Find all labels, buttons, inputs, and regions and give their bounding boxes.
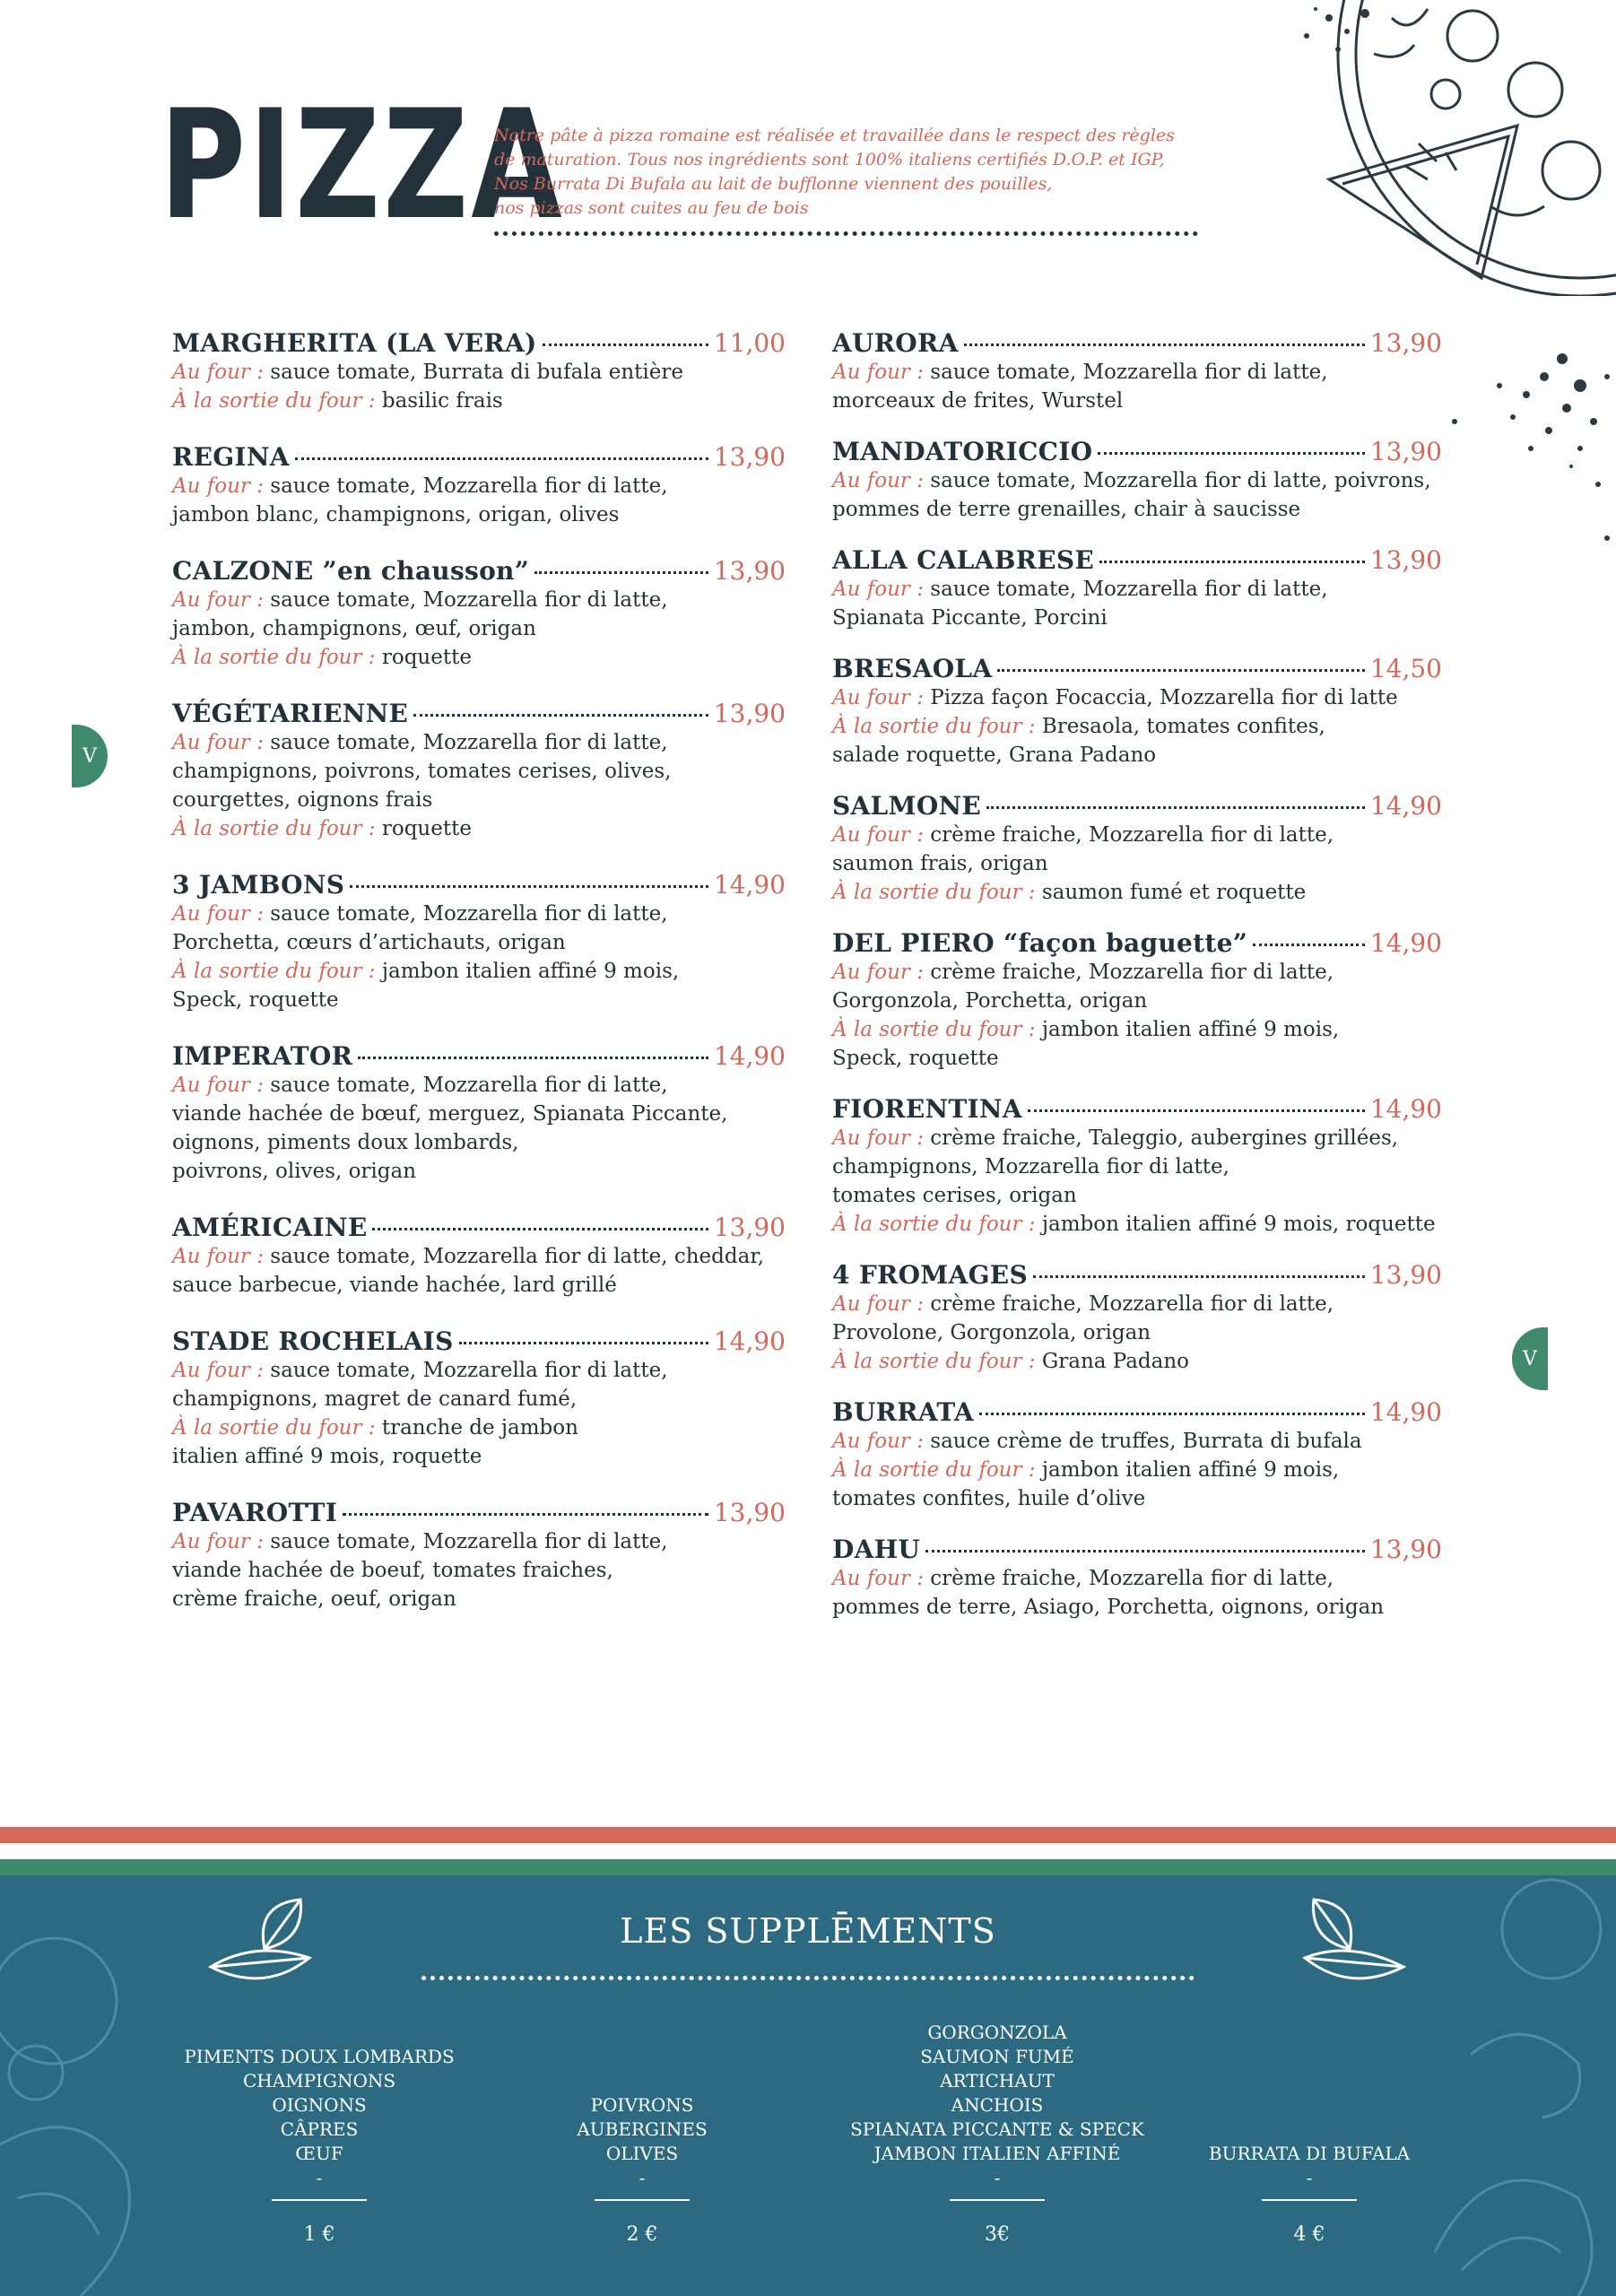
menu-item-description-line [172,387,786,415]
menu-item [832,437,1442,524]
menu-item-name: BURRATA [832,1397,974,1427]
dot-leader [413,714,708,717]
tricolor-band-red [0,1827,1616,1843]
supplement-item: ANCHOIS [951,2094,1044,2116]
spice-dots-decoration [1437,323,1616,556]
menu-item-description-line [172,928,786,957]
menu-item-description-line [832,1593,1442,1622]
ingredients-text: morceaux de frites, Wurstel [832,389,1124,413]
menu-item-name: AMÉRICAINE [172,1213,368,1242]
menu-item-description-line [832,958,1442,987]
menu-item [172,699,786,843]
ingredients-text: tomates cerises, origan [832,1184,1077,1207]
menu-item-header [172,870,786,900]
supplement-rule [1262,2199,1357,2201]
menu-item [172,870,786,1014]
menu-item-description-line [172,900,786,928]
ingredients-text: sauce tomate, Mozzarella fior di latte, poivrons, [923,469,1431,492]
ingredients-text: sauce tomate, Mozzarella fior di latte, [263,902,668,926]
intro-line: nos pizzas sont cuites au feu de bois [494,198,809,218]
menu-item-description-line [832,1318,1442,1347]
menu-item-name: REGINA [172,442,290,472]
ingredients-text: Grana Padano [1035,1350,1190,1373]
cooking-stage-label: Au four : [172,1074,264,1097]
menu-column-right [832,328,1442,1643]
menu-item-description-line [172,472,786,500]
dot-leader [372,1228,708,1231]
menu-item-name: MANDATORICCIO [832,437,1093,466]
dot-leader [358,1057,708,1059]
supplement-item: CÂPRES [280,2118,359,2140]
cooking-stage-label: À la sortie du four : [832,1018,1036,1041]
supplement-item: ŒUF [295,2143,343,2164]
ingredients-text: oignons, piments doux lombards, [172,1131,519,1154]
ingredients-text: tranche de jambon [375,1416,578,1439]
menu-item-price: 13,90 [1369,1260,1442,1290]
supplement-item: - [316,2167,323,2188]
ingredients-text: jambon italien affiné 9 mois, roquette [1035,1213,1436,1236]
cooking-stage-label: Au four : [172,474,264,498]
menu-item-description-line [832,1456,1442,1484]
menu-item-header [832,654,1442,683]
menu-item-description-line [832,604,1442,632]
dot-leader [1098,452,1364,455]
ingredients-text: jambon, champignons, œuf, origan [172,617,536,640]
menu-item-name: BRESAOLA [832,654,993,683]
menu-item-header [172,1041,786,1071]
cooking-stage-label: Au four : [832,361,924,384]
menu-item-price: 14,90 [1369,791,1442,821]
menu-item-price: 13,90 [713,1498,786,1527]
menu-item [172,1498,786,1613]
dot-leader [1253,944,1365,946]
menu-item-price: 14,50 [1369,654,1442,683]
ingredients-text: saumon frais, origan [832,852,1048,875]
pizza-sketch-illustration [1221,0,1616,296]
menu-item-header [832,328,1442,358]
menu-item-price: 13,90 [713,699,786,728]
menu-item [832,1397,1442,1513]
cooking-stage-label: À la sortie du four : [172,960,376,983]
ingredients-text: Provolone, Gorgonzola, origan [832,1321,1151,1344]
menu-item-name: DAHU [832,1535,921,1564]
ingredients-text: Pizza façon Focaccia, Mozzarella fior di latte [923,686,1398,709]
vegetarian-badge: V [72,725,108,787]
menu-item-description-line [172,786,786,814]
menu-item [172,328,786,415]
menu-item-price: 13,90 [713,442,786,472]
menu-item-price: 14,90 [713,1326,786,1356]
menu-item-header [832,1260,1442,1290]
menu-item [832,928,1442,1073]
intro-divider [494,231,1198,236]
menu-item-description-line [832,1427,1442,1456]
menu-item-price: 14,90 [713,870,786,900]
ingredients-text: sauce tomate, Mozzarella fior di latte, [263,1074,668,1097]
menu-item-description-line [832,741,1442,770]
ingredients-text: sauce tomate, Mozzarella fior di latte, [263,588,668,612]
menu-item [172,556,786,672]
supplements-section [0,1875,1616,2296]
vegetarian-badge: V [1512,1327,1548,1390]
dot-leader [343,1513,708,1516]
cooking-stage-label: À la sortie du four : [832,1350,1036,1373]
dot-leader [350,885,708,888]
supplement-price: 2 € [626,2223,658,2246]
menu-item-price: 13,90 [1369,545,1442,575]
supplement-item: POIVRONS [590,2094,694,2116]
ingredients-text: italien affiné 9 mois, roquette [172,1445,482,1468]
supplement-group [158,2045,481,2247]
menu-item-description-line [832,495,1442,524]
menu-item-description-line [832,1210,1442,1239]
menu-item-name: 3 JAMBONS [172,870,345,900]
menu-item-description-line [172,1071,786,1100]
cooking-stage-label: Au four : [172,1530,264,1553]
intro-line: Notre pâte à pizza romaine est réalisée et travaillée dans le respect des règles [494,126,1175,145]
ingredients-text: courgettes, oignons frais [172,788,433,812]
ingredients-text: Bresaola, tomates confites, [1035,715,1325,738]
ingredients-text: Speck, roquette [832,1047,999,1070]
supplement-item: PIMENTS DOUX LOMBARDS [184,2046,455,2067]
ingredients-text: pommes de terre, Asiago, Porchetta, oignons, origan [832,1596,1385,1619]
menu-item-header [832,1535,1442,1564]
dot-leader [295,457,708,460]
ingredients-text: saumon fumé et roquette [1035,881,1307,904]
menu-item-description-line [172,1585,786,1613]
menu-item-price: 13,90 [1369,328,1442,358]
menu-item-header [832,545,1442,575]
ingredients-text: Spianata Piccante, Porcini [832,606,1108,630]
cooking-stage-label: Au four : [832,1292,924,1316]
cooking-stage-label: Au four : [172,1359,264,1382]
supplement-item: - [639,2167,646,2188]
menu-item-description-line [832,1181,1442,1210]
cooking-stage-label: Au four : [832,578,924,601]
cooking-stage-label: Au four : [172,1245,264,1268]
menu-item-description-line [172,643,786,672]
cooking-stage-label: Au four : [832,1126,924,1150]
supplement-item: OLIVES [605,2143,679,2164]
supplement-price: 3€ [985,2223,1010,2246]
menu-item [832,1094,1442,1239]
menu-item-description-line [832,1124,1442,1152]
menu-item [172,1326,786,1471]
dot-leader [459,1342,708,1344]
cooking-stage-label: Au four : [832,469,924,492]
menu-item-description-line [832,575,1442,604]
menu-item-description-line [172,957,786,986]
ingredients-text: sauce barbecue, viande hachée, lard grillé [172,1274,617,1297]
ingredients-text: champignons, Mozzarella fior di latte, [832,1155,1229,1178]
menu-item-name: CALZONE ”en chausson” [172,556,530,586]
cooking-stage-label: À la sortie du four : [172,389,376,413]
cooking-stage-label: À la sortie du four : [172,1416,376,1439]
page-title: PIZZA [160,77,565,253]
menu-item-header [832,1094,1442,1124]
menu-item-header [172,699,786,728]
supplements-title: LES SUPPLĒMENTS [620,1911,996,1951]
ingredients-text: crème fraiche, Mozzarella fior di latte, [923,1292,1334,1316]
dot-leader [1099,561,1365,563]
supplement-price: 1 € [303,2223,335,2246]
ingredients-text: crème fraiche, oeuf, origan [172,1587,456,1611]
menu-item-name: MARGHERITA (LA VERA) [172,328,537,358]
ingredients-text: champignons, poivrons, tomates cerises, olives, [172,760,672,783]
menu-item-price: 14,90 [1369,928,1442,958]
dot-leader [543,344,708,346]
supplement-rule [950,2199,1045,2201]
supplement-rule [595,2199,690,2201]
menu-item-header [832,437,1442,466]
cooking-stage-label: Au four : [832,1430,924,1453]
menu-item-description-line [832,987,1442,1015]
ingredients-text: champignons, magret de canard fumé, [172,1387,578,1411]
ingredients-text: viande hachée de bœuf, merguez, Spianata Piccante, [172,1102,728,1126]
supplement-price: 4 € [1293,2223,1325,2246]
cooking-stage-label: À la sortie du four : [832,715,1036,738]
menu-item [832,1535,1442,1622]
ingredients-text: basilic frais [375,389,503,413]
menu-item-description-line [832,712,1442,741]
menu-item-name: VÉGÉTARIENNE [172,699,409,728]
ingredients-text: jambon italien affiné 9 mois, [1035,1018,1340,1041]
menu-item-name: IMPERATOR [172,1041,353,1071]
menu-item-header [172,442,786,472]
menu-item-description-line [172,1128,786,1157]
dot-leader [1033,1275,1365,1278]
menu-item-description-line [172,1556,786,1585]
menu-item-price: 13,90 [1369,437,1442,466]
menu-item [832,654,1442,770]
menu-item-description-line [832,1564,1442,1593]
menu-item-header [832,791,1442,821]
menu-item-description-line [172,614,786,643]
menu-item-name: SALMONE [832,791,982,821]
menu-item-description-line [832,1152,1442,1181]
supplement-group [1148,2142,1471,2247]
ingredients-text: sauce tomate, Mozzarella fior di latte, [263,731,668,754]
cooking-stage-label: À la sortie du four : [832,1213,1036,1236]
menu-item-description-line [172,986,786,1014]
cooking-stage-label: Au four : [172,588,264,612]
ingredients-text: Gorgonzola, Porchetta, origan [832,989,1148,1013]
menu-item-header [832,1397,1442,1427]
ingredients-text: sauce tomate, Mozzarella fior di latte, [263,1530,668,1553]
ingredients-text: sauce tomate, Mozzarella fior di latte, [923,578,1328,601]
ingredients-text: salade roquette, Grana Padano [832,744,1157,767]
menu-item-description-line [832,358,1442,387]
ingredients-text: sauce tomate, Mozzarella fior di latte, [263,1359,668,1382]
cooking-stage-label: Au four : [832,686,924,709]
supplement-item: SAUMON FUMÉ [920,2046,1074,2067]
supplement-item: ARTICHAUT [940,2070,1055,2092]
cooking-stage-label: Au four : [832,823,924,847]
dot-leader [979,1413,1365,1415]
menu-item-description-line [832,387,1442,415]
menu-item-name: PAVAROTTI [172,1498,338,1527]
menu-item [832,791,1442,907]
supplement-item: JAMBON ITALIEN AFFINÉ [873,2143,1121,2164]
menu-item [832,328,1442,415]
menu-item-description-line [172,1385,786,1413]
ingredients-text: sauce tomate, Burrata di bufala entière [263,361,683,384]
ingredients-text: crème fraiche, Taleggio, aubergines grillées, [923,1126,1399,1150]
ingredients-text: sauce tomate, Mozzarella fior di latte, [923,361,1328,384]
dot-leader [964,344,1365,346]
menu-item-header [172,556,786,586]
menu-item-price: 14,90 [713,1041,786,1071]
menu-item-description-line [172,814,786,843]
menu-item [832,545,1442,632]
tricolor-band-white [0,1843,1616,1859]
menu-item-header [832,928,1442,958]
menu-item-description-line [172,358,786,387]
menu-item-description-line [832,1484,1442,1513]
cooking-stage-label: Au four : [832,1567,924,1590]
supplement-group [836,2021,1159,2247]
intro-text [494,124,1194,221]
menu-item-description-line [172,728,786,757]
menu-item-description-line [172,586,786,614]
menu-item-description-line [832,1015,1442,1044]
supplement-item: AUBERGINES [577,2118,708,2140]
menu-item-description-line [172,1413,786,1442]
menu-item [172,442,786,529]
ingredients-text: crème fraiche, Mozzarella fior di latte, [923,961,1334,984]
menu-item-price: 14,90 [1369,1397,1442,1427]
ingredients-text: Porchetta, cœurs d’artichauts, origan [172,931,566,954]
menu-item-description-line [832,849,1442,878]
menu-item-description-line [172,1157,786,1186]
menu-item [832,1260,1442,1376]
supplements-divider [421,1976,1195,1980]
menu-item [172,1041,786,1186]
ingredients-text: crème fraiche, Mozzarella fior di latte, [923,1567,1334,1590]
supplement-item: GORGONZOLA [927,2022,1067,2043]
menu-item-description-line [172,1356,786,1385]
menu-item-header [172,328,786,358]
supplement-item: CHAMPIGNONS [242,2070,396,2092]
menu-item-description-line [172,757,786,786]
menu-item [172,1213,786,1300]
menu-item-price: 11,00 [713,328,786,358]
ingredients-text: jambon blanc, champignons, origan, olives [172,503,620,526]
ingredients-text: jambon italien affiné 9 mois, [375,960,680,983]
cooking-stage-label: À la sortie du four : [172,817,376,840]
ingredients-text: sauce tomate, Mozzarella fior di latte, [263,474,668,498]
cooking-stage-label: À la sortie du four : [172,646,376,669]
ingredients-text: Speck, roquette [172,988,339,1012]
cooking-stage-label: À la sortie du four : [832,1458,1036,1482]
cooking-stage-label: À la sortie du four : [832,881,1036,904]
menu-item-header [172,1326,786,1356]
ingredients-text: viande hachée de boeuf, tomates fraiches, [172,1559,613,1582]
menu-item-name: STADE ROCHELAIS [172,1326,454,1356]
menu-item-price: 14,90 [1369,1094,1442,1124]
menu-item-description-line [832,1044,1442,1073]
cooking-stage-label: Au four : [832,961,924,984]
cooking-stage-label: Au four : [172,361,264,384]
ingredients-text: sauce tomate, Mozzarella fior di latte, cheddar, [263,1245,765,1268]
supplement-item: SPIANATA PICCANTE & SPECK [850,2118,1144,2140]
menu-item-description-line [832,878,1442,907]
menu-item-price: 13,90 [713,1213,786,1242]
supplement-item: - [1306,2167,1313,2188]
supplement-group [481,2093,804,2247]
menu-item-name: DEL PIERO “façon baguette” [832,928,1248,958]
menu-item-name: 4 FROMAGES [832,1260,1028,1290]
menu-item-description-line [832,1290,1442,1318]
ingredients-text: jambon italien affiné 9 mois, [1035,1458,1340,1482]
menu-item-description-line [832,1347,1442,1376]
intro-line: de maturation. Tous nos ingrédients sont 100% italiens certifiés D.O.P. et IGP, [494,150,1165,170]
ingredients-text: poivrons, olives, origan [172,1160,417,1183]
ingredients-text: pommes de terre grenailles, chair à saucisse [832,498,1301,521]
ingredients-text: crème fraiche, Mozzarella fior di latte, [923,823,1334,847]
supplement-rule [272,2199,367,2201]
dot-leader [997,669,1364,672]
menu-item-description-line [832,821,1442,849]
menu-item-description-line [172,1271,786,1300]
dot-leader [534,571,708,574]
menu-item-name: AURORA [832,328,959,358]
menu-item-name: ALLA CALABRESE [832,545,1095,575]
ingredients-text: tomates confites, huile d’olive [832,1487,1146,1510]
menu-column-left [172,328,786,1640]
dot-leader [925,1550,1365,1552]
ingredients-text: roquette [375,646,472,669]
intro-line: Nos Burrata Di Bufala au lait de bufflonne viennent des pouilles, [494,174,1053,194]
tricolor-band-green [0,1859,1616,1875]
menu-item-description-line [172,1100,786,1128]
menu-item-header [172,1498,786,1527]
menu-item-description-line [832,683,1442,712]
menu-item-name: FIORENTINA [832,1094,1022,1124]
menu-item-price: 13,90 [713,556,786,586]
menu-item-description-line [172,1242,786,1271]
dot-leader [986,806,1365,809]
menu-item-description-line [832,466,1442,495]
menu-item-header [172,1213,786,1242]
ingredients-text: sauce crème de truffes, Burrata di bufala [923,1430,1362,1453]
cooking-stage-label: Au four : [172,731,264,754]
ingredients-text: roquette [375,817,472,840]
menu-item-description-line [172,1527,786,1556]
menu-item-price: 13,90 [1369,1535,1442,1564]
cooking-stage-label: Au four : [172,902,264,926]
menu-item-description-line [172,1442,786,1471]
dot-leader [1028,1109,1365,1112]
supplement-item: - [994,2167,1001,2188]
menu-item-description-line [172,500,786,529]
supplement-item: BURRATA DI BUFALA [1208,2143,1411,2164]
supplement-item: OIGNONS [272,2094,367,2116]
